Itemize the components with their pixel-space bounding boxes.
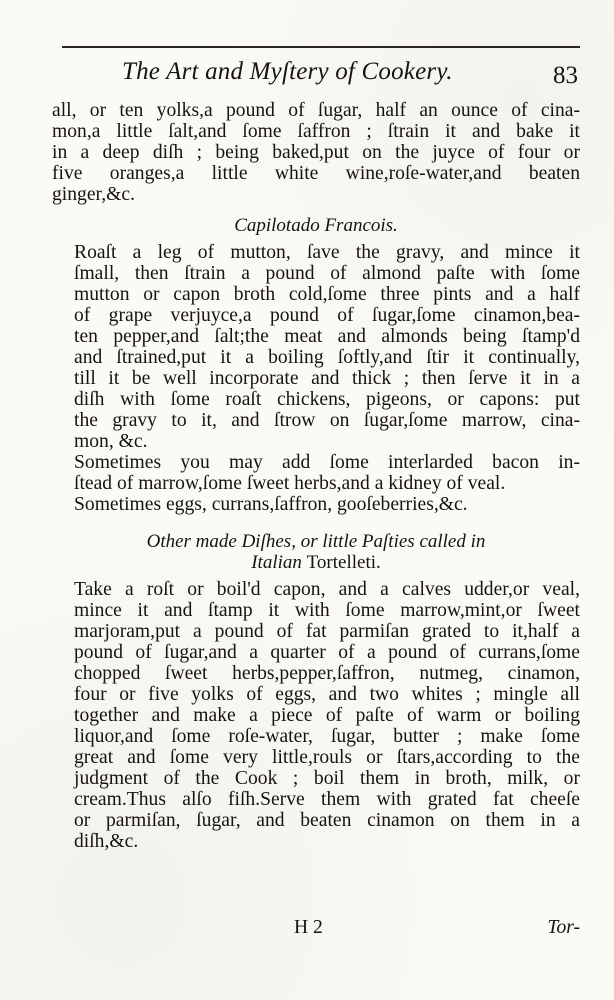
recipe-paragraph	[52, 242, 580, 452]
text-line: ſmall, then ſtrain a pound of almond paſte with ſome	[74, 263, 580, 284]
recipe-paragraph	[52, 494, 580, 515]
text-line: Sometimes you may add ſome interlarded bacon in-	[74, 452, 580, 473]
text-line: mon, &c.	[74, 431, 148, 452]
page-footer	[52, 917, 580, 941]
text-line: or parmiſan, ſugar, and beaten cinamon on them in a	[74, 810, 580, 831]
recipe-heading	[52, 531, 580, 573]
page-body	[52, 100, 580, 852]
recipe-heading: Capilotado Francois.	[234, 215, 398, 236]
text-line: till it be well incorporate and thick ; then ſerve it in a	[74, 368, 580, 389]
text-line: diſh with ſome roaſt chickens, pigeons, or capons: put	[74, 389, 580, 410]
text-line: all, or ten yolks,a pound of ſugar, half an ounce of cina-	[52, 100, 580, 121]
page-header	[62, 58, 580, 94]
text-line: mutton or capon broth cold,ſome three pints and a half	[74, 284, 580, 305]
text-line: ginger,&c.	[52, 184, 136, 205]
text-line: in a deep diſh ; being baked,put on the juyce of four or	[52, 142, 580, 163]
text-line: together and make a piece of paſte of warm or boiling	[74, 705, 580, 726]
text-line: five oranges,a little white wine,roſe-water,and beaten	[52, 163, 580, 184]
header-rule	[62, 46, 580, 48]
text-line: the gravy to it, and ſtrow on ſugar,ſome marrow, cina-	[74, 410, 580, 431]
text-line: ten pepper,and ſalt;the meat and almonds being ſtamp'd	[74, 326, 580, 347]
text-line: mince it and ſtamp it with ſome marrow,mint,or ſweet	[74, 600, 580, 621]
heading-roman-word: Tortelleti.	[306, 552, 381, 573]
text-line: marjoram,put a pound of fat parmiſan grated to it,half a	[74, 621, 580, 642]
catchword: Tor-	[547, 917, 580, 938]
text-line: ſtead of marrow,ſome ſweet herbs,and a kidney of veal.	[74, 473, 506, 494]
signature-mark: H 2	[294, 917, 323, 938]
heading-italic-word: Italian	[251, 552, 302, 573]
text-line: Sometimes eggs, currans,ſaffron, gooſeberries,&c.	[74, 494, 468, 515]
recipe-paragraph	[52, 452, 580, 494]
text-line: chopped ſweet herbs,pepper,ſaffron, nutmeg, cinamon,	[74, 663, 580, 684]
text-line: diſh,&c.	[74, 831, 139, 852]
text-line: pound of ſugar,and a quarter of a pound of currans,ſome	[74, 642, 580, 663]
text-line: of grape verjuyce,a pound of ſugar,ſome cinamon,bea-	[74, 305, 580, 326]
text-line: Roaſt a leg of mutton, ſave the gravy, and mince it	[74, 242, 580, 263]
text-line: mon,a little ſalt,and ſome ſaffron ; ſtrain it and bake it	[52, 121, 580, 142]
text-line: judgment of the Cook ; boil them in broth, milk, or	[74, 768, 580, 789]
text-line: cream.Thus alſo fiſh.Serve them with grated fat cheeſe	[74, 789, 580, 810]
text-line: liquor,and ſome roſe-water, ſugar, butter ; make ſome	[74, 726, 580, 747]
text-line: four or five yolks of eggs, and two whites ; mingle all	[74, 684, 580, 705]
text-line: Take a roſt or boil'd capon, and a calves udder,or veal,	[74, 579, 580, 600]
paragraph-continuation	[52, 100, 580, 205]
heading-line: Other made Diſhes, or little Paſties called in	[146, 531, 486, 552]
text-line: great and ſome very little,rouls or ſtars,according to the	[74, 747, 580, 768]
recipe-paragraph	[52, 579, 580, 852]
text-line: and ſtrained,put it a boiling ſoftly,and ſtir it continually,	[74, 347, 580, 368]
page-number: 83	[553, 62, 578, 89]
running-title: The Art and Myſtery of Cookery.	[122, 58, 453, 85]
